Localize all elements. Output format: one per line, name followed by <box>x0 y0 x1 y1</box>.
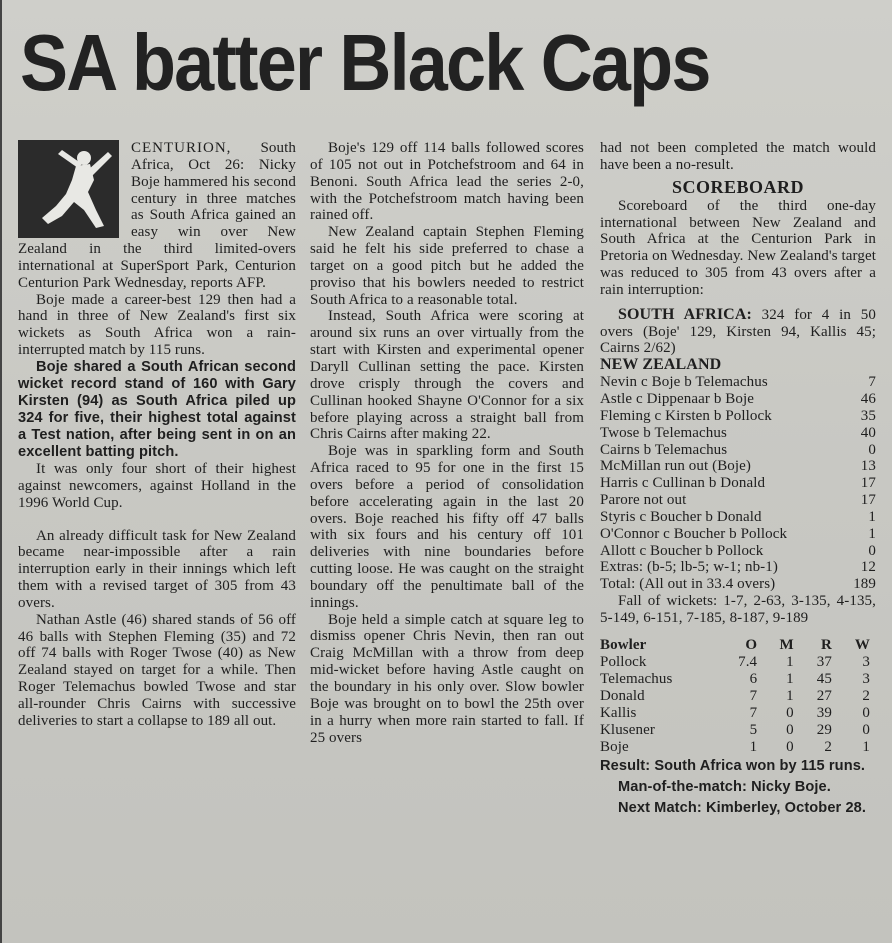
bowling-figure: 0 <box>862 721 870 738</box>
paragraph-12: had not been completed the match would have been a no-result. <box>600 140 876 173</box>
batsman-entry: Cairns b Telemachus <box>600 441 728 458</box>
runs-value: 1 <box>868 508 876 525</box>
bowling-figure: 1 <box>786 687 794 704</box>
match-result: Result: South Africa won by 115 runs. <box>600 757 866 774</box>
bowler-name: Donald <box>600 687 645 704</box>
bowling-figure: 0 <box>786 721 794 738</box>
bowling-figure: 2 <box>824 738 832 755</box>
runs-value: 46 <box>860 390 876 407</box>
south-africa-heading: SOUTH AFRICA: <box>618 305 752 323</box>
bowling-figure: 39 <box>816 704 832 721</box>
batting-row <box>600 492 876 509</box>
batting-row <box>600 509 876 526</box>
runs-value: 0 <box>868 441 876 458</box>
batting-row <box>600 391 876 408</box>
bowler-name: Telemachus <box>600 670 673 687</box>
bowling-figure: 6 <box>749 670 758 687</box>
article-column-1 <box>18 140 296 730</box>
paragraph-9: Instead, South Africa were scoring at around six runs an over virtually from the start with Kirsten and experimental opener Daryll Cullinan setting the pace. Kirsten drove crisply through the covers and Cullinan hooked Shayne O'Connor for a six before playing across a straight ball from Chris Cairns after making 22. <box>310 308 584 443</box>
batsman-entry: Harris c Cullinan b Donald <box>600 475 766 492</box>
bowling-figure: 5 <box>749 721 758 738</box>
article-column-2 <box>310 140 584 746</box>
paragraph-6: Nathan Astle (46) shared stands of 56 off 46 balls with Stephen Fleming (35) and 72 off 74 balls with Roger Twose (40) as New Zealand stayed on target for a while. Then Roger Telemachus bowled Twose and star all-rounder Chris Cairns with successive deliveries to start a collapse to 189 all out. <box>18 611 296 729</box>
runs-value: 17 <box>860 492 876 509</box>
runs-value: 13 <box>860 458 876 475</box>
bowling-figure: 3 <box>862 653 870 670</box>
new-zealand-heading: NEW ZEALAND <box>600 356 722 374</box>
paragraph-2: Boje made a career-best 129 then had a hand in three of New Zealand's first six wickets as South Africa won a rain-interrupted match by 115 runs. <box>18 291 296 359</box>
bowling-figure: 1 <box>749 738 758 755</box>
south-africa-innings <box>600 307 876 358</box>
bowling-row <box>600 722 876 739</box>
paragraph-5: An already difficult task for New Zealand became near-impossible after a rain interruption early in their innings which left them with a revised target of 305 from 43 overs. <box>18 527 296 611</box>
bowler-name: Boje <box>600 738 629 755</box>
batting-row <box>600 475 876 492</box>
scoreboard-title: SCOREBOARD <box>671 176 805 197</box>
bowling-row <box>600 705 876 722</box>
runs-value: 17 <box>860 475 876 492</box>
man-of-the-match: Man-of-the-match: Nicky Boje. <box>618 778 831 795</box>
batting-row <box>600 425 876 442</box>
bowling-figure: 3 <box>862 670 870 687</box>
bowling-header-cell: R <box>820 636 832 653</box>
batting-row <box>600 526 876 543</box>
bowling-header-cell: M <box>779 636 794 653</box>
batsman-entry: Parore not out <box>600 492 687 509</box>
bowling-figure: 45 <box>816 670 832 687</box>
batsman-entry: Astle c Dippenaar b Boje <box>600 390 755 407</box>
bowler-name: Kallis <box>600 704 637 721</box>
runs-value: 12 <box>860 559 876 576</box>
batting-row <box>600 458 876 475</box>
batting-row <box>600 559 876 576</box>
paragraph-11: Boje held a simple catch at square leg to dismiss opener Chris Nevin, then ran out Craig McMillan with a throw from deep mid-wicket before having Astle caught on the boundary in his only over. Slow bowler Boje was brought on to bowl the 25th over in a hurry when more rain started to fall. If 25 overs <box>310 611 584 746</box>
bowling-header-cell: Bowler <box>600 636 647 653</box>
bowling-figure: 7 <box>749 687 758 704</box>
scoreboard-column <box>600 140 876 819</box>
bowling-row <box>600 688 876 705</box>
batting-list <box>600 374 876 593</box>
paragraph-8: New Zealand captain Stephen Fleming said he felt his side preferred to chase a target on a good pitch but he added the proviso that his bowlers needed to restrict South Africa to a reasonable total. <box>310 224 584 308</box>
batting-row <box>600 576 876 593</box>
bowling-header-cell: W <box>854 636 870 653</box>
headline: SA batter Black Caps <box>20 18 710 107</box>
runs-value: 1 <box>868 525 876 542</box>
batting-row <box>600 543 876 560</box>
bowling-figure: 1 <box>862 738 870 755</box>
batting-row <box>600 374 876 391</box>
bowling-header-cell: O <box>745 636 758 653</box>
paragraph-10: Boje was in sparkling form and South Africa raced to 95 for one in the first 15 overs before a period of consolidation before accelerating again in the last 20 overs. Boje reached his fifty off 47 balls with six fours and his century off 101 deliveries with nine boundaries before cutting loose. He was caught on the straight boundary off the penultimate ball of the innings. <box>310 443 584 611</box>
batsman-entry: Fleming c Kirsten b Pollock <box>600 407 772 424</box>
batsman-entry: O'Connor c Boucher b Pollock <box>600 525 788 542</box>
paragraph-3: Boje shared a South African second wicket record stand of 160 with Gary Kirsten (94) as South Africa piled up 324 for five, their highest total against a Test nation, after being sent in on an excellent batting pitch. <box>18 358 296 460</box>
paragraph-1-text: South Africa, Oct 26: Nicky Boje hammered his second century in three matches as South Africa gained an easy win over New Zealand in the third limited-overs international at SuperSport Park, Centurion Centurion Park Wednesday, reports AFP. <box>18 140 296 291</box>
bowler-name: Pollock <box>600 653 647 670</box>
bowling-row <box>600 739 876 756</box>
runs-value: 40 <box>860 424 876 441</box>
runs-value: 7 <box>868 374 876 391</box>
cricketer-silhouette-icon <box>18 140 119 238</box>
bowling-figure: 7 <box>749 704 758 721</box>
runs-value: 35 <box>860 407 876 424</box>
bowling-figure: 37 <box>816 653 832 670</box>
bowling-row <box>600 671 876 688</box>
bowling-figure: 1 <box>786 670 794 687</box>
bowling-figure: 2 <box>862 687 870 704</box>
dateline: CENTURION, <box>131 140 232 156</box>
scoreboard-intro: Scoreboard of the third one-day international between New Zealand and South Africa at the Centurion Park in Pretoria on Wednesday. New Zealand's target was reduced to 305 from 43 overs after a rain interruption: <box>600 197 876 298</box>
bowler-name: Klusener <box>600 721 655 738</box>
batsman-entry: Allott c Boucher b Pollock <box>600 542 764 559</box>
south-africa-summary: 324 for 4 in 50 overs (Boje' 129, Kirsten 94, Kallis 45; Cairns 2/62) <box>600 306 876 357</box>
bowling-row <box>600 654 876 671</box>
batsman-entry: Total: (All out in 33.4 overs) <box>600 576 776 593</box>
bowling-figure: 0 <box>786 738 794 755</box>
bowling-figure: 1 <box>786 653 794 670</box>
batting-row <box>600 442 876 459</box>
paragraph-4: It was only four short of their highest against newcomers, against Holland in the 1996 World Cup. <box>18 460 296 511</box>
next-match: Next Match: Kimberley, October 28. <box>618 799 867 816</box>
batsman-entry: Twose b Telemachus <box>600 424 727 441</box>
batsman-entry: Nevin c Boje b Telemachus <box>600 374 768 391</box>
bowling-figure: 27 <box>816 687 832 704</box>
bowling-figure: 7.4 <box>738 653 758 670</box>
bowling-table <box>600 637 876 756</box>
batsman-entry: Extras: (b-5; lb-5; w-1; nb-1) <box>600 559 778 576</box>
bowling-figure: 0 <box>786 704 794 721</box>
fall-of-wickets: Fall of wickets: 1-7, 2-63, 3-135, 4-135, 5-149, 6-151, 7-185, 8-187, 9-189 <box>600 593 876 626</box>
paragraph-7: Boje's 129 off 114 balls followed scores of 105 not out in Potchefstroom and 64 in Benoni. South Africa lead the series 2-0, with the Potchefstroom match having been rained off. <box>310 140 584 224</box>
runs-value: 0 <box>868 542 876 559</box>
batting-row <box>600 408 876 425</box>
batsman-entry: McMillan run out (Boje) <box>600 458 752 475</box>
batsman-entry: Styris c Boucher b Donald <box>600 508 762 525</box>
bowling-figure: 0 <box>862 704 870 721</box>
bowling-figure: 29 <box>816 721 832 738</box>
bowling-header-row <box>600 637 876 654</box>
runs-value: 189 <box>853 576 876 593</box>
